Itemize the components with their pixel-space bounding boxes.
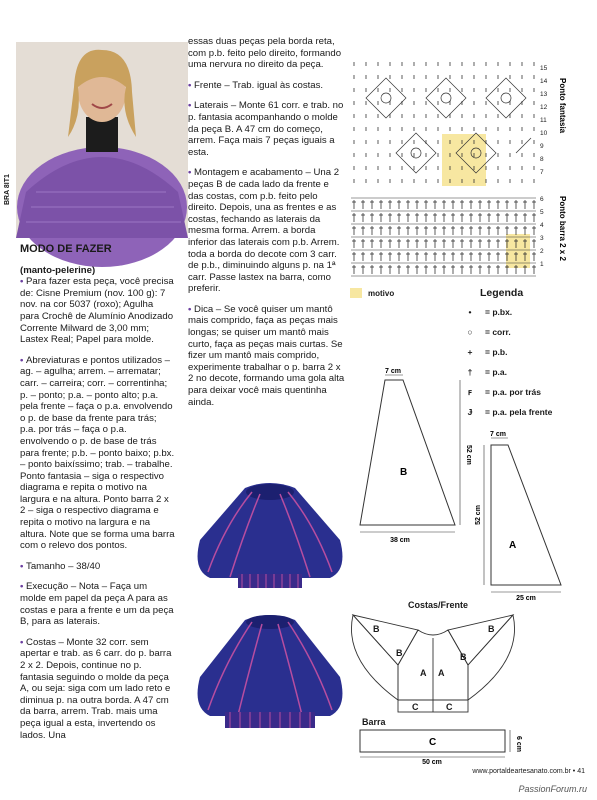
svg-text:12: 12 (540, 104, 548, 111)
bullet-icon: • (20, 560, 27, 572)
paragraph-front: • Frente – Trab. igual às costas. (188, 79, 324, 91)
svg-text:52 cm: 52 cm (475, 505, 482, 525)
svg-text:3: 3 (540, 235, 544, 242)
svg-text:C: C (412, 702, 419, 712)
svg-text:B: B (488, 624, 495, 634)
paragraph-size: • Tamanho – 38/40 (20, 560, 101, 572)
svg-text:4: 4 (540, 222, 544, 229)
oval-icon: ○ (467, 327, 473, 337)
svg-text:10: 10 (540, 130, 548, 137)
svg-text:9: 9 (540, 143, 544, 150)
bullet-icon: • (20, 354, 27, 366)
svg-text:7 cm: 7 cm (490, 431, 506, 438)
instructions-column-1 (20, 244, 175, 750)
svg-text:11: 11 (540, 117, 547, 124)
legend (455, 302, 595, 422)
bullet-icon: • (20, 581, 27, 593)
paragraph-tip: • Dica – Se você quiser um mantô mais comprido, faça as peças mais longas; se quiser um mantô mais curto, faça as peças mais curtas. Se fizer um mantô mais comprido, experimente trabalhar o p. barra 2 x 2 no decote, formando uma gola alta para deixar você mais quentinha ainda. (188, 303, 345, 408)
paragraph-assembly: • Montagem e acabamento – Una 2 peças B de cada lado da frente e das costas, com p.b. feito pelo direito. Depois, una as frentes e as costas, fechando as laterais da mesma forma. Arrem. a borda inferior das laterais com p.b. Arrem. toda a borda do decote com 3 carr. de p.b., diminuindo alguns p. na 1ª carr. Passe lastex na barra, como preferir. (188, 167, 340, 295)
photo-credit: BRA 8IT1 (4, 174, 11, 205)
bullet-icon: • (20, 636, 27, 648)
legend-item: † = p.a. (455, 362, 595, 382)
svg-text:A: A (509, 540, 517, 551)
tall-stitch-icon: † (467, 367, 473, 377)
cross-icon: + (467, 347, 473, 357)
section-subheading: (manto-pelerine) (20, 264, 96, 276)
bullet-icon: • (188, 79, 195, 91)
paragraph-back-cont: essas duas peças pela borda reta, com p.b. feito pelo direito, formando uma nervura no direito da peça. (188, 36, 342, 71)
svg-text:38 cm: 38 cm (390, 537, 410, 544)
back-post-icon: ꜰ (467, 386, 473, 397)
pattern-piece-b (355, 370, 475, 545)
svg-text:15: 15 (540, 65, 548, 72)
svg-text:A: A (438, 668, 445, 678)
bullet-icon: • (188, 303, 195, 315)
motif-swatch (350, 288, 362, 298)
legend-item: + = p.b. (455, 342, 595, 362)
svg-text:B: B (396, 648, 403, 658)
legend-item: Ɉ = p.a. pela frente (455, 402, 595, 422)
bullet-icon: • (188, 167, 195, 179)
dot-icon: • (468, 307, 472, 317)
barra-title: Barra (362, 717, 386, 727)
stitch-chart (346, 58, 591, 288)
bullet-icon: • (20, 276, 27, 288)
legend-item: ꜰ = p.a. por trás (455, 382, 595, 402)
svg-text:B: B (460, 652, 467, 662)
svg-text:25 cm: 25 cm (516, 595, 536, 602)
svg-text:5: 5 (540, 209, 544, 216)
svg-text:50 cm: 50 cm (422, 759, 442, 766)
paragraph-abbreviations: • Abreviaturas e pontos utilizados – ag. – agulha; arrem. – arrematar; carr. – carreira; corr. – correntinha; p. – ponto; p.a. – ponto alto; p.a. pela frente – faça o p.a. envolvendo o p. de base da frente para trás; p.a. por trás – faça o p.a. envolvendo o p. de base de trás para frente; p.b. – ponto baixo; p.bx. – ponto baixíssimo; trab. – trabalhe. Ponto fantasia – siga o respectivo diagrama e repita o motivo na largura e na altura. Ponto barra 2 x 2 – siga o respectivo diagrama e repita o motivo na largura e na altura. Note que se forma uma barra com o relevo dos pontos. (20, 354, 175, 552)
instructions-column-2 (188, 36, 346, 417)
svg-text:A: A (420, 668, 427, 678)
model-illustration (16, 42, 188, 238)
paragraph-back: • Costas – Monte 32 corr. sem apertar e trab. as 6 carr. do p. barra 2 x 2. Depois, continue no p. fantasia seguindo o molde da peça A, ou seja: siga com um lado reto e diminua p. na outra borda. A 47 cm da barra, arrem. Trab. mais uma peça igual a esta, invertendo os lados. Una (20, 636, 172, 741)
svg-text:1: 1 (540, 261, 544, 268)
svg-text:C: C (446, 702, 453, 712)
svg-text:B: B (373, 624, 380, 634)
svg-text:2: 2 (540, 248, 544, 255)
paragraph-execution: • Execução – Nota – Faça um molde em papel da peça A para as costas e para a frente e um da peça B, para as laterais. (20, 581, 174, 628)
svg-text:52 cm: 52 cm (465, 445, 472, 465)
pattern-piece-a (476, 430, 581, 600)
chart-label-barra: Ponto barra 2 x 2 (558, 196, 567, 261)
garment-illustration-back (190, 612, 350, 732)
model-photo (16, 42, 188, 238)
svg-text:6 cm: 6 cm (515, 736, 522, 752)
page-footer: www.portaldeartesanato.com.br • 41 (472, 768, 585, 775)
svg-text:6: 6 (540, 196, 544, 203)
bullet-icon: • (188, 100, 195, 112)
assembly-diagram (348, 610, 518, 720)
svg-text:7: 7 (540, 169, 544, 176)
svg-text:13: 13 (540, 91, 548, 98)
watermark: PassionForum.ru (518, 784, 587, 794)
chart-label-fantasia: Ponto fantasia (558, 78, 567, 134)
svg-text:B: B (400, 467, 408, 478)
paragraph-sides: • Laterais – Monte 61 corr. e trab. no p. fantasia acompanhando o molde da peça B. A 47 cm do começo, arrem. Faça mais 7 peças iguais a esta. (188, 100, 344, 158)
section-heading: MODO DE FAZER (20, 243, 112, 255)
svg-text:C: C (429, 737, 437, 748)
legend-item: ○ = corr. (455, 322, 595, 342)
svg-text:14: 14 (540, 78, 548, 85)
legend-item: • = p.bx. (455, 302, 595, 322)
front-post-icon: Ɉ (467, 407, 473, 417)
garment-illustration-front (190, 480, 350, 590)
legend-title: Legenda (480, 287, 524, 299)
paragraph-materials: • Para fazer esta peça, você precisa de: Cisne Premium (nov. 100 g): 7 nov. na cor 5037 (roxo); Agulha para Crochê de Alumínio Anodizado Corrente Milward de 3,00 mm; Lastex Real; Papel para molde. (20, 276, 174, 346)
assembly-title: Costas/Frente (408, 600, 469, 610)
barra-piece (355, 728, 535, 764)
motif-highlight (442, 134, 486, 186)
motif-label: motivo (368, 289, 395, 298)
svg-text:8: 8 (540, 156, 544, 163)
svg-text:7 cm: 7 cm (385, 368, 401, 375)
